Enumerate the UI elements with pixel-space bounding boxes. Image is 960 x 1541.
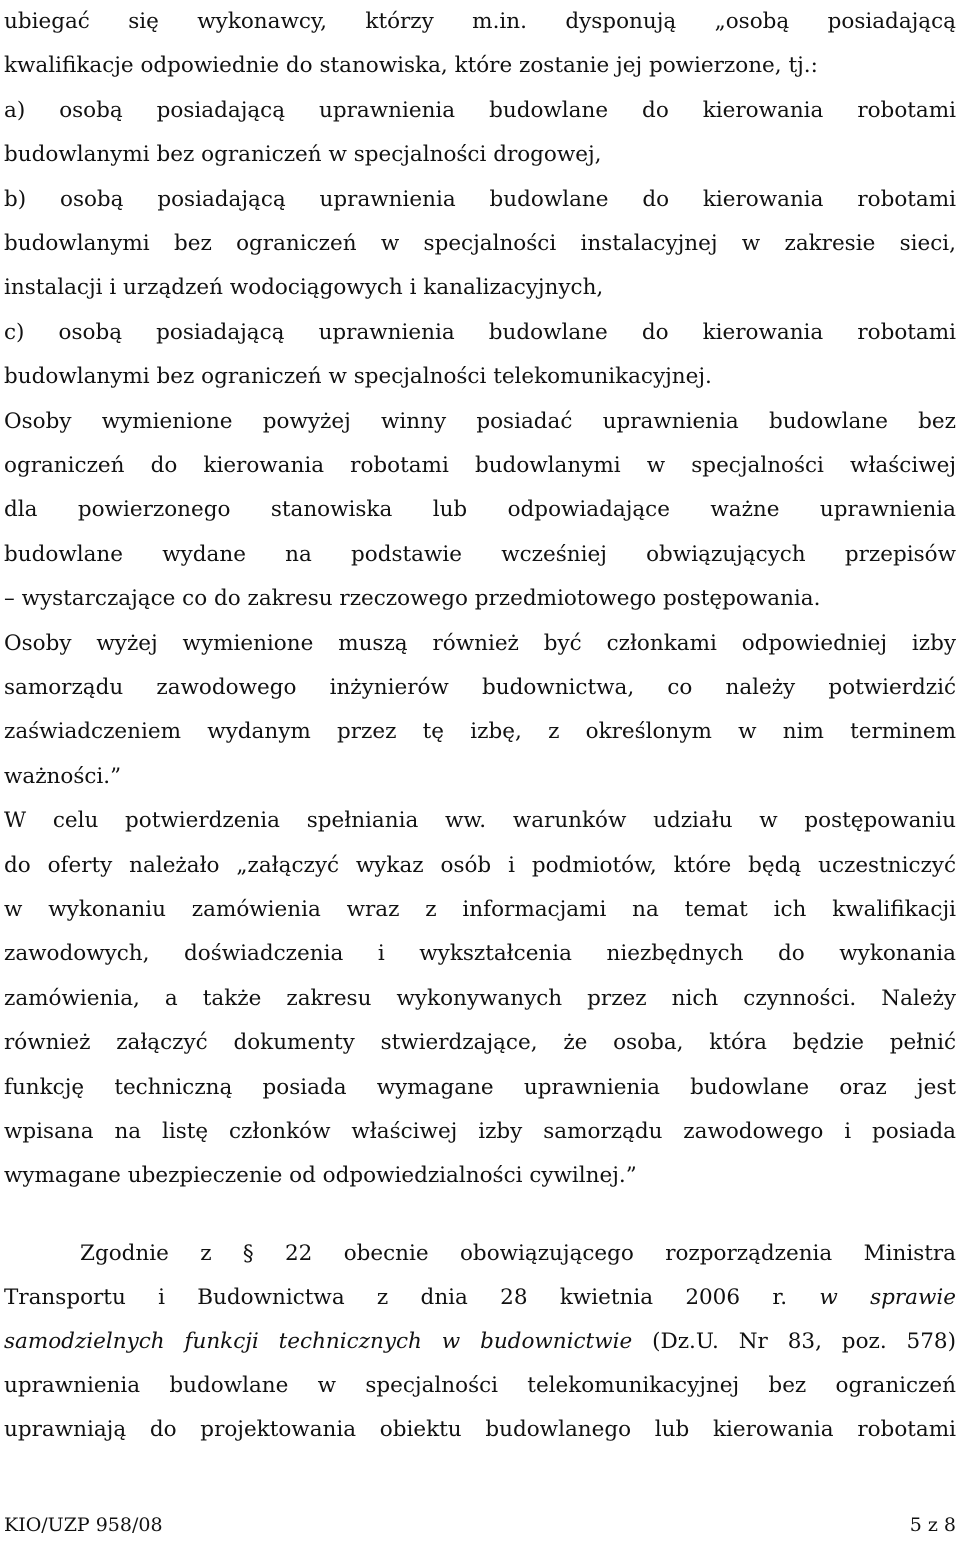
text-span: Osoby wymienione powyżej winny posiadać uprawnienia budowlane bez (4, 408, 956, 434)
text-line (4, 355, 956, 399)
page-number: 5 z 8 (909, 1514, 956, 1536)
text-line (4, 1232, 956, 1276)
text-span: wymagane ubezpieczenie od odpowiedzialności cywilnej.” (4, 1163, 637, 1189)
text-line (4, 577, 956, 621)
text-line (4, 1408, 956, 1452)
text-span: instalacji i urządzeń wodociągowych i kanalizacyjnych, (4, 275, 604, 301)
text-span: w wykonaniu zamówienia wraz z informacjami na temat ich kwalifikacji (4, 897, 956, 922)
text-line (4, 400, 956, 444)
text-span: a) osobą posiadającą uprawnienia budowlane do kierowania robotami (4, 97, 956, 123)
text-line (4, 444, 956, 488)
text-span: b) osobą posiadającą uprawnienia budowlane do kierowania robotami (4, 186, 956, 212)
text-span: – wystarczające co do zakresu rzeczowego przedmiotowego postępowania. (4, 586, 821, 612)
text-line (4, 1320, 956, 1364)
text-line (4, 977, 956, 1021)
text-span: ograniczeń do kierowania robotami budowlanymi w specjalności właściwej (4, 453, 956, 478)
text-span: zawodowych, doświadczenia i wykształcenia niezbędnych do wykonania (4, 941, 956, 967)
text-span: Transportu i Budownictwa z dnia 28 kwietnia 2006 r. (4, 1285, 788, 1310)
text-line (4, 1021, 956, 1065)
text-line (4, 133, 956, 177)
text-span: również załączyć dokumenty stwierdzające, że osoba, która będzie pełnić (4, 1030, 956, 1056)
italic-title-span: w sprawie (819, 1285, 956, 1310)
text-line (4, 488, 956, 532)
text-line (4, 222, 956, 266)
case-reference: KIO/UZP 958/08 (4, 1514, 163, 1536)
text-span: budowlanymi bez ograniczeń w specjalności drogowej, (4, 142, 602, 168)
text-line (4, 178, 956, 222)
text-span: wpisana na listę członków właściwej izby samorządu zawodowego i posiada (4, 1119, 956, 1144)
text-line (4, 710, 956, 754)
text-line (4, 888, 956, 932)
text-span: budowlanymi bez ograniczeń w specjalności telekomunikacyjnej. (4, 364, 712, 390)
text-line (4, 1066, 956, 1110)
text-span: (Dz.U. Nr 83, poz. 578) (652, 1329, 956, 1354)
text-line (4, 932, 956, 976)
text-span: Zgodnie z § 22 obecnie obowiązującego rozporządzenia Ministra (80, 1241, 956, 1266)
text-span: zaświadczeniem wydanym przez tę izbę, z określonym w nim terminem (4, 719, 956, 745)
text-line (4, 89, 956, 133)
text-line (4, 0, 956, 44)
text-span: W celu potwierdzenia spełniania ww. warunków udziału w postępowaniu (4, 808, 956, 834)
italic-title-span: samodzielnych funkcji technicznych w budownictwie (4, 1329, 633, 1354)
text-span: c) osobą posiadającą uprawnienia budowlane do kierowania robotami (4, 319, 956, 345)
text-span: uprawniają do projektowania obiektu budowlanego lub kierowania robotami (4, 1417, 956, 1442)
text-span: budowlanymi bez ograniczeń w specjalności instalacyjnej w zakresie sieci, (4, 231, 956, 256)
text-span: samorządu zawodowego inżynierów budownictwa, co należy potwierdzić (4, 675, 956, 700)
text-line (4, 533, 956, 577)
text-span: ważności.” (4, 763, 122, 789)
text-line (4, 1364, 956, 1408)
text-line (4, 311, 956, 355)
text-line (4, 1110, 956, 1154)
text-line (4, 622, 956, 666)
text-line (4, 844, 956, 888)
text-line (4, 755, 956, 799)
text-line (4, 799, 956, 843)
text-line (4, 666, 956, 710)
text-line (4, 1154, 956, 1198)
text-line (4, 44, 956, 88)
text-line (4, 1276, 956, 1320)
text-span: budowlane wydane na podstawie wcześniej obwiązujących przepisów (4, 541, 956, 567)
text-span: ubiegać się wykonawcy, którzy m.in. dysponują „osobą posiadającą (4, 9, 956, 34)
text-span: do oferty należało „załączyć wykaz osób i podmiotów, które będą uczestniczyć (4, 852, 956, 878)
text-span: funkcję techniczną posiada wymagane uprawnienia budowlane oraz jest (4, 1074, 956, 1100)
text-span: dla powierzonego stanowiska lub odpowiadające ważne uprawnienia (4, 497, 956, 523)
text-span: kwalifikacje odpowiednie do stanowiska, które zostanie jej powierzone, tj.: (4, 53, 818, 79)
text-span: zamówienia, a także zakresu wykonywanych przez nich czynności. Należy (4, 985, 956, 1011)
text-span: uprawnienia budowlane w specjalności telekomunikacyjnej bez ograniczeń (4, 1373, 956, 1398)
text-line (4, 266, 956, 310)
page-footer (4, 1512, 956, 1538)
text-span: Osoby wyżej wymienione muszą również być członkami odpowiedniej izby (4, 630, 956, 656)
